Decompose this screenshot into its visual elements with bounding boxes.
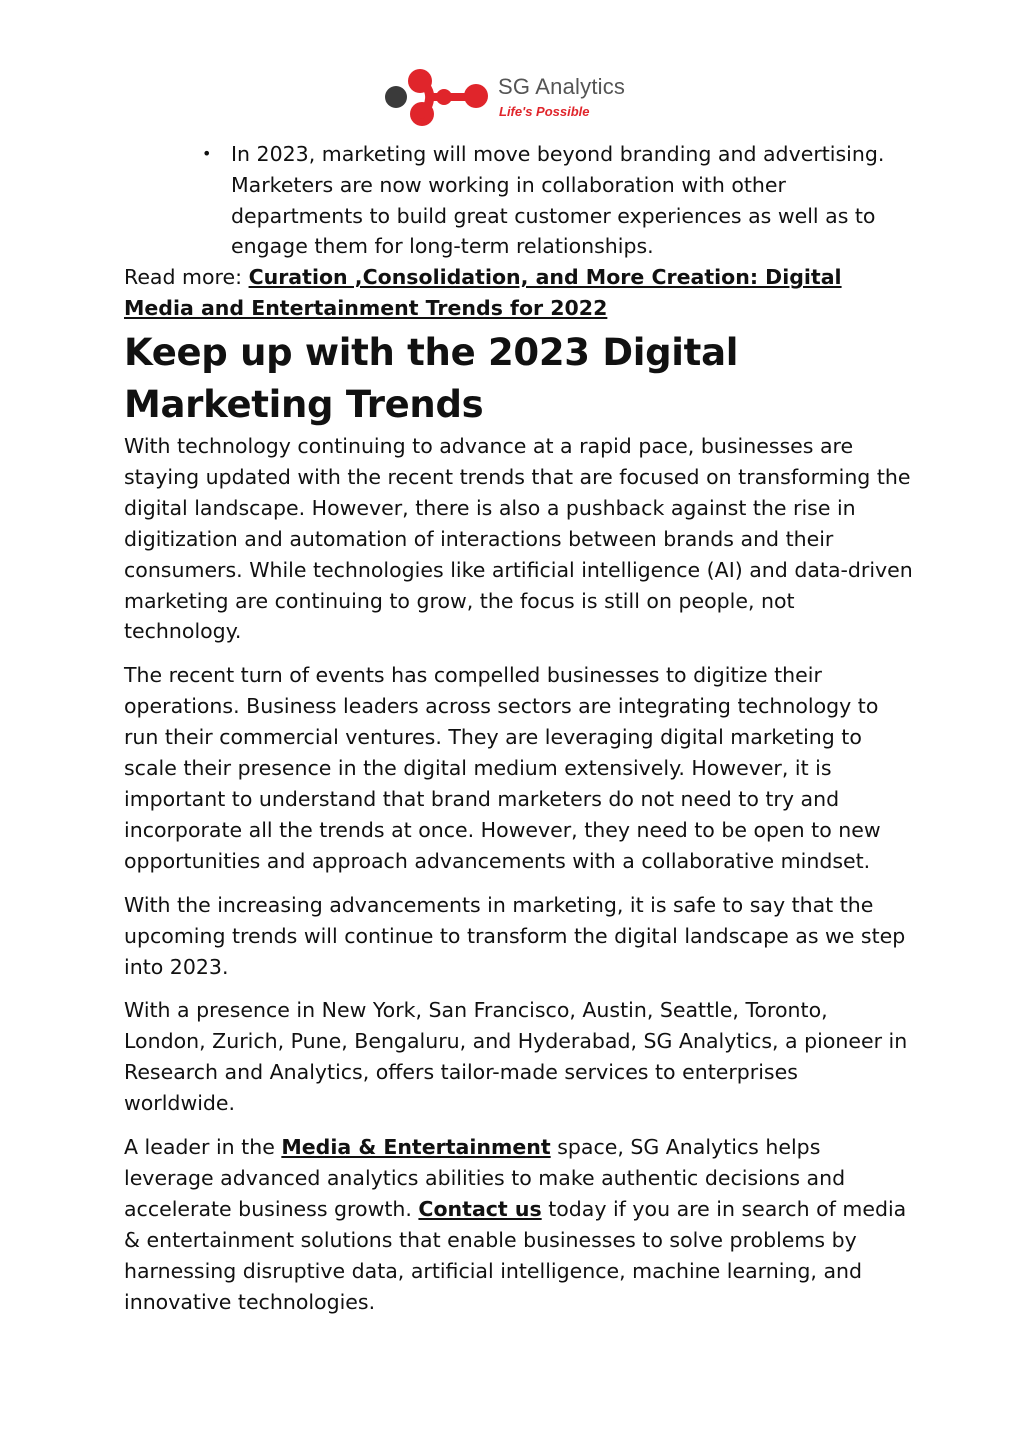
bullet-list: [124, 139, 914, 262]
list-item: [202, 139, 914, 262]
closing-text-2: space, SG Analytics helps leverage advanced analytics abilities to make authentic decisions and accelerate business growth.: [124, 1135, 846, 1221]
article-body: [124, 139, 914, 1317]
paragraph-3: With the increasing advancements in marketing, it is safe to say that the upcoming trends will continue to transform the digital landscape as we step into 2023.: [124, 892, 906, 979]
closing-paragraph: [124, 1132, 914, 1317]
contact-us-link[interactable]: Contact us: [418, 1196, 542, 1221]
read-more: [124, 262, 914, 324]
bullet-icon: •: [202, 144, 212, 163]
paragraph-4: With a presence in New York, San Francisco, Austin, Seattle, Toronto, London, Zurich, Pune, Bengaluru, and Hyderabad, SG Analytics, a pioneer in Research and Analytics, offers tailor-made services to enterprises worldwide.: [124, 998, 908, 1116]
sg-analytics-logo: [380, 66, 660, 132]
paragraph-2: The recent turn of events has compelled businesses to digitize their operations. Business leaders across sectors are integrating technology to run their commercial ventures. They are leveraging digital marketing to scale their presence in the digital medium extensively. However, it is important to understand that brand marketers do not need to try and incorporate all the trends at once. However, they need to be open to new opportunities and approach advancements with a collaborative mindset.: [124, 663, 881, 873]
media-entertainment-link[interactable]: Media & Entertainment: [281, 1135, 551, 1160]
logo-name: SG Analytics: [498, 74, 626, 99]
read-more-link[interactable]: Curation ,Consolidation, and More Creation: Digital Media and Entertainment Trends for 2022: [124, 265, 842, 321]
page-title: Keep up with the 2023 Digital Marketing Trends: [124, 331, 739, 426]
logo-mark-icon: [380, 66, 496, 132]
bullet-text: In 2023, marketing will move beyond branding and advertising. Marketers are now working in collaboration with other departments to build great customer experiences as well as to engage them for long-term relationships.: [231, 142, 885, 259]
closing-text-1: A leader in the: [124, 1135, 282, 1160]
logo-tagline: Life's Possible: [499, 104, 590, 119]
read-more-prefix: Read more:: [124, 265, 249, 290]
closing-text-3: today if you are in search of media & entertainment solutions that enable businesses to solve problems by harnessing disruptive data, artificial intelligence, machine learning, and innovative technologies.: [124, 1196, 907, 1314]
paragraph-1: With technology continuing to advance at a rapid pace, businesses are staying updated with the recent trends that are focused on transforming the digital landscape. However, there is also a pushback against the rise in digitization and automation of interactions between brands and their consumers. While technologies like artificial intelligence (AI) and data-driven marketing are continuing to grow, the focus is still on people, not technology.: [124, 434, 913, 644]
